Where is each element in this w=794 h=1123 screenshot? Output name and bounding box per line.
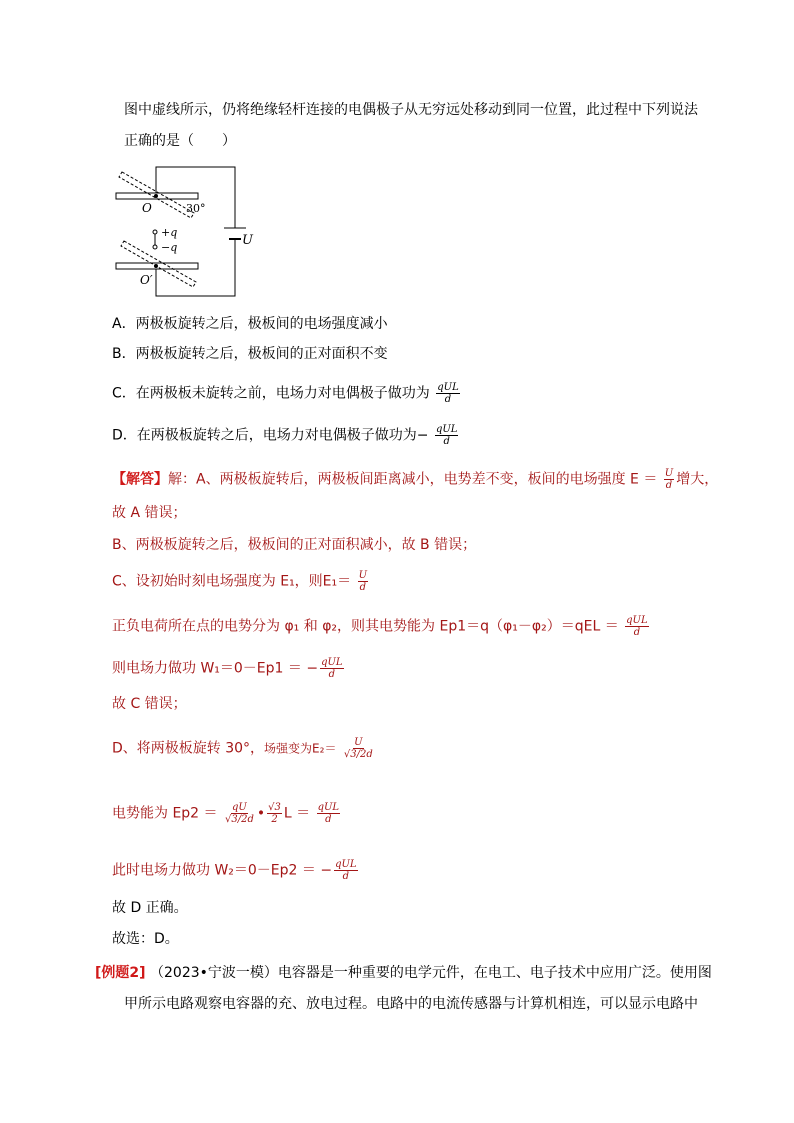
label-angle: 30° [186, 202, 206, 215]
fraction-quL-d: $\frac{\text{qUL}}{d}$ [435, 424, 458, 447]
option-d-text: D．在两极板旋转之后，电场力对电偶极子做功为− [112, 427, 429, 444]
fraction-u-sqrt3-2d: $\frac{U}{√3/2d}$ [343, 737, 373, 760]
solution-line6: 则电场力做功 W₁＝0－Ep1 ＝ − $\frac{\text{qUL}}{d}$ [112, 657, 343, 680]
example2-line1: [例题2] （2023•宁波一模）电容器是一种重要的电学元件，在电工、电子技术中应用广泛。使用图 [95, 965, 712, 981]
question-stem-line1: 图中虚线所示，仍将绝缘轻杆连接的电偶极子从无穷远处移动到同一位置，此过程中下列说法 [124, 102, 698, 118]
option-c-text: C．在两极板未旋转之前，电场力对电偶极子做功为 [112, 385, 430, 402]
label-voltage: U [242, 233, 253, 248]
option-d [112, 424, 460, 447]
solution-line2: 故 A 错误； [112, 505, 187, 521]
solution-line8: D、将两极板旋转 30°，场强变为E₂＝ $\frac{U}{√3/2d}$ [112, 737, 373, 760]
example2-line2: 甲所示电路观察电容器的充、放电过程。电路中的电流传感器与计算机相连，可以显示电路中 [124, 996, 698, 1012]
fraction-quL-d: $\frac{\text{qUL}}{d}$ [317, 802, 340, 825]
fraction-quL-d: $\frac{\text{qUL}}{d}$ [437, 382, 459, 405]
option-c [112, 382, 462, 405]
fraction-u-d: $\frac{U}{d}$ [664, 468, 674, 491]
solution-line9: 电势能为 Ep2 ＝ $\frac{qU}{√3/2d}$ • $\frac{√3}{2}$ L ＝ $\frac{\text{qUL}}{d}$ [112, 802, 340, 825]
example2-tag: [例题2] [95, 965, 146, 981]
solution-line1: 【解答】解：A、两极板旋转后，两极板间距离减小，电势差不变，板间的电场强度 E ＝ $\frac{U}{d}$ 增大， [112, 468, 719, 491]
label-o-top: O [142, 201, 152, 215]
solution-line4: C、设初始时刻电场强度为 E₁，则E₁＝ $\frac{U}{d}$ [112, 570, 368, 593]
solution-line11: 故 D 正确。 [112, 900, 188, 916]
question-stem-line2: 正确的是（ ） [124, 133, 236, 149]
solution-line7: 故 C 错误； [112, 696, 187, 712]
fraction-quL-d: $\frac{\text{qUL}}{d}$ [335, 859, 357, 882]
fraction-qu-sqrt3-2d: $\frac{qU}{√3/2d}$ [225, 802, 254, 825]
fraction-u-d: $\frac{U}{d}$ [358, 570, 368, 593]
solution-line10: 此时电场力做功 W₂＝0－Ep2 ＝ − $\frac{\text{qUL}}{d}$ [112, 859, 357, 882]
label-o-bottom: O′ [140, 273, 153, 287]
option-a: A．两极板旋转之后，极板间的电场强度减小 [112, 316, 388, 332]
fraction-sqrt3-2: $\frac{√3}{2}$ [268, 802, 281, 825]
solution-line5: 正负电荷所在点的电势分为 φ₁ 和 φ₂，则其电势能为 Ep1＝q（φ₁－φ₂）＝qEL ＝ $\frac{\text{qUL}}{d}$ [112, 615, 648, 638]
option-b: B．两极板旋转之后，极板间的正对面积不变 [112, 346, 388, 362]
label-plus-q: +q [161, 226, 178, 239]
solution-tag: 【解答】 [112, 471, 168, 488]
fraction-quL-d: $\frac{\text{qUL}}{d}$ [321, 657, 343, 680]
fraction-quL-d: $\frac{\text{qUL}}{d}$ [626, 615, 648, 638]
label-minus-q: −q [161, 241, 178, 254]
solution-line12: 故选：D。 [112, 931, 179, 947]
capacitor-circuit-figure [108, 160, 258, 300]
solution-line3: B、两极板旋转之后，极板间的正对面积减小，故 B 错误； [112, 537, 477, 553]
